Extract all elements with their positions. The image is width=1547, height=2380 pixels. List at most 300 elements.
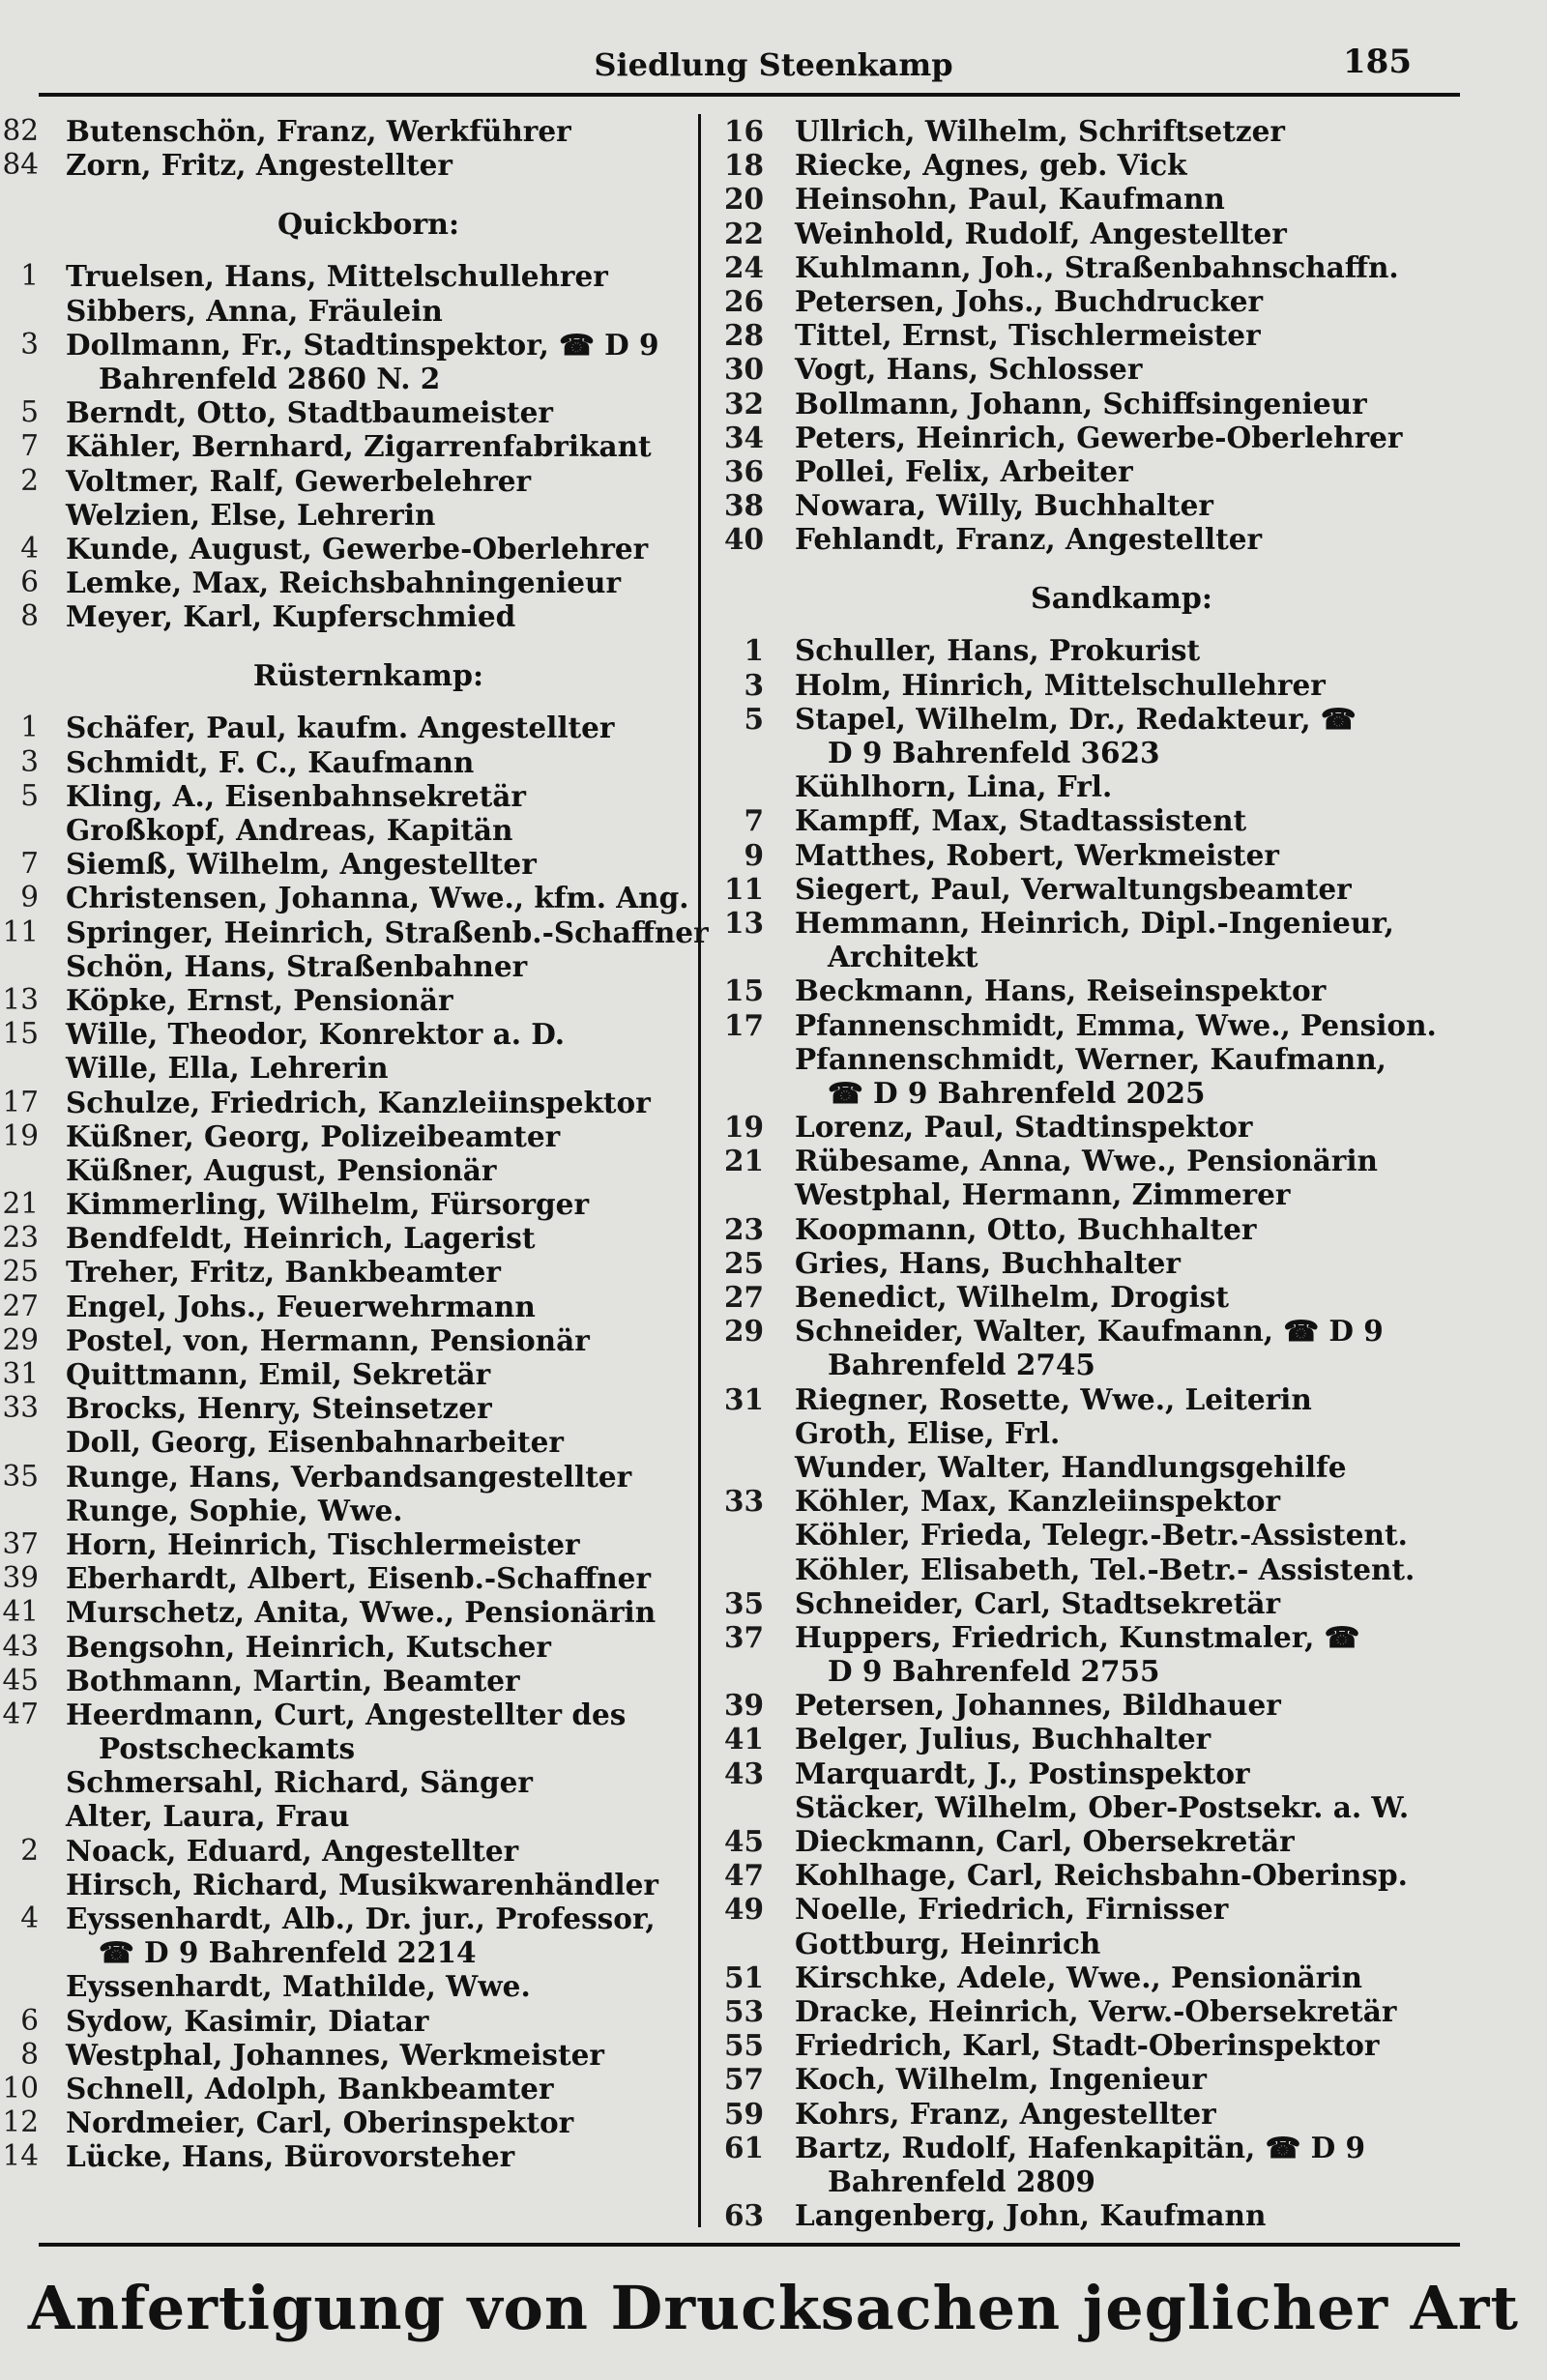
resident-text: ☎ D 9 Bahrenfeld 2025 — [828, 1075, 1206, 1110]
resident-text: Westphal, Hermann, Zimmerer — [795, 1177, 1291, 1212]
resident-text: Rübesame, Anna, Wwe., Pensionärin — [795, 1144, 1379, 1178]
page-number: 185 — [1343, 43, 1412, 81]
resident-entry — [715, 1586, 1489, 1620]
resident-text: D 9 Bahrenfeld 3623 — [828, 736, 1160, 769]
resident-entry — [715, 284, 1489, 318]
resident-entry — [715, 668, 1489, 702]
resident-text: Bothmann, Martin, Beamter — [66, 1663, 520, 1698]
resident-text: Koopmann, Otto, Buchhalter — [795, 1211, 1257, 1246]
resident-entry — [0, 1595, 698, 1629]
house-number: 11 — [2, 914, 39, 948]
resident-text: Schuller, Hans, Prokurist — [795, 633, 1201, 668]
resident-entry — [0, 1153, 698, 1187]
house-number: 23 — [723, 1211, 764, 1246]
resident-entry — [715, 1858, 1489, 1892]
resident-text: Belger, Julius, Buchhalter — [795, 1722, 1211, 1756]
resident-text: Schnell, Adolph, Bankbeamter — [66, 2071, 554, 2105]
house-number: 7 — [20, 847, 39, 881]
resident-text: Riegner, Rosette, Wwe., Leiterin — [795, 1381, 1312, 1416]
resident-entry — [715, 1824, 1489, 1858]
resident-text: Bahrenfeld 2809 — [828, 2163, 1095, 2198]
resident-text: Eberhardt, Albert, Eisenb.-Schaffner — [66, 1561, 651, 1596]
house-number: 9 — [20, 881, 39, 914]
house-number: 12 — [2, 2105, 39, 2139]
resident-entry — [0, 429, 698, 463]
resident-entry — [0, 745, 698, 779]
resident-text: Ullrich, Wilhelm, Schriftsetzer — [795, 114, 1285, 148]
house-number: 6 — [20, 566, 39, 599]
resident-entry — [715, 1892, 1489, 1926]
house-number: 29 — [723, 1314, 764, 1349]
house-number: 3 — [20, 744, 39, 778]
resident-text: Treher, Fritz, Bankbeamter — [66, 1255, 501, 1290]
resident-text: Kampff, Max, Stadtassistent — [795, 803, 1247, 838]
resident-entry — [715, 1756, 1489, 1790]
house-number: 19 — [723, 1110, 764, 1145]
house-number: 31 — [723, 1381, 764, 1416]
resident-text: Alter, Laura, Frau — [66, 1799, 350, 1834]
house-number: 47 — [723, 1858, 764, 1893]
column-divider — [698, 114, 701, 2227]
resident-text: Engel, Johs., Feuerwehrmann — [66, 1289, 536, 1323]
house-number: 61 — [723, 2130, 764, 2164]
resident-entry — [715, 1314, 1489, 1348]
resident-text: Gries, Hans, Buchhalter — [795, 1245, 1181, 1280]
resident-text: Bendfeldt, Heinrich, Lagerist — [66, 1221, 536, 1256]
resident-text: Stäcker, Wilhelm, Ober-Postsekr. a. W. — [795, 1789, 1410, 1824]
house-number: 21 — [723, 1144, 764, 1178]
resident-entry — [0, 1119, 698, 1153]
resident-entry — [715, 838, 1489, 872]
house-number: 22 — [723, 216, 764, 250]
resident-text: Noack, Eduard, Angestellter — [66, 1833, 519, 1868]
resident-text: Petersen, Johannes, Bildhauer — [795, 1688, 1281, 1723]
house-number: 6 — [20, 2003, 39, 2037]
street-heading: Quickborn: — [277, 208, 460, 243]
house-number: 57 — [723, 2062, 764, 2097]
resident-text: Springer, Heinrich, Straßenb.-Schaffner — [66, 914, 709, 949]
resident-entry — [0, 1357, 698, 1391]
resident-entry — [715, 1042, 1489, 1076]
resident-text: Sydow, Kasimir, Diatar — [66, 2003, 429, 2038]
house-number: 51 — [723, 1959, 764, 1994]
resident-entry — [715, 1450, 1489, 1484]
resident-text: Holm, Hinrich, Mittelschullehrer — [795, 667, 1326, 702]
resident-entry — [0, 114, 698, 148]
resident-text: Kirschke, Adele, Wwe., Pensionärin — [795, 1959, 1362, 1994]
resident-text: Schmidt, F. C., Kaufmann — [66, 744, 475, 779]
house-number: 3 — [20, 327, 39, 361]
resident-entry — [715, 1620, 1489, 1654]
street-heading: Rüsternkamp: — [252, 659, 484, 694]
resident-entry — [715, 1553, 1489, 1586]
resident-entry — [0, 599, 698, 633]
resident-text: Kähler, Bernhard, Zigarrenfabrikant — [66, 429, 652, 464]
resident-entry — [0, 1630, 698, 1664]
house-number: 29 — [2, 1322, 39, 1356]
house-number: 33 — [2, 1391, 39, 1425]
resident-text: Stapel, Wilhelm, Dr., Redakteur, ☎ — [795, 701, 1357, 736]
resident-entry — [0, 813, 698, 847]
resident-text: Welzien, Else, Lehrerin — [66, 497, 436, 532]
resident-text: Petersen, Johs., Buchdrucker — [795, 283, 1264, 318]
resident-text: Meyer, Karl, Kupferschmied — [66, 599, 516, 634]
house-number: 39 — [2, 1561, 39, 1595]
resident-entry — [715, 2131, 1489, 2164]
resident-entry — [0, 1765, 698, 1799]
house-number: 13 — [723, 905, 764, 940]
entry-continuation — [715, 2164, 1489, 2198]
house-number: 38 — [723, 488, 764, 523]
resident-entry — [0, 1868, 698, 1901]
resident-text: Koch, Wilhelm, Ingenieur — [795, 2062, 1207, 2097]
resident-entry — [715, 1927, 1489, 1960]
resident-text: Dollmann, Fr., Stadtinspektor, ☎ D 9 — [66, 327, 659, 362]
house-number: 15 — [723, 973, 764, 1008]
resident-text: Kohlhage, Carl, Reichsbahn-Oberinsp. — [795, 1858, 1408, 1893]
resident-entry — [715, 1212, 1489, 1246]
house-number: 1 — [744, 633, 764, 668]
resident-text: Küßner, August, Pensionär — [66, 1152, 497, 1187]
house-number: 47 — [2, 1697, 39, 1730]
house-number: 41 — [723, 1722, 764, 1756]
house-number: 36 — [723, 453, 764, 488]
house-number: 15 — [2, 1017, 39, 1051]
resident-text: Köpke, Ernst, Pensionär — [66, 982, 453, 1017]
house-number: 4 — [20, 1901, 39, 1934]
resident-entry — [0, 259, 698, 293]
resident-text: Küßner, Georg, Polizeibeamter — [66, 1118, 561, 1153]
entry-continuation — [715, 1654, 1489, 1688]
resident-text: Lücke, Hans, Bürovorsteher — [66, 2139, 515, 2174]
resident-text: Christensen, Johanna, Wwe., kfm. Ang. — [66, 881, 689, 915]
resident-text: Großkopf, Andreas, Kapitän — [66, 813, 513, 847]
entry-continuation — [715, 1076, 1489, 1110]
house-number: 5 — [20, 395, 39, 429]
house-number: 45 — [2, 1663, 39, 1697]
house-number: 43 — [723, 1756, 764, 1790]
resident-text: Quittmann, Emil, Sekretär — [66, 1357, 491, 1391]
resident-entry — [715, 633, 1489, 667]
house-number: 30 — [723, 352, 764, 387]
resident-text: Köhler, Max, Kanzleiinspektor — [795, 1484, 1281, 1519]
resident-entry — [0, 1561, 698, 1595]
house-number: 27 — [723, 1280, 764, 1314]
resident-entry — [715, 182, 1489, 216]
resident-entry — [715, 1790, 1489, 1824]
house-number: 25 — [2, 1255, 39, 1289]
page-header — [0, 39, 1547, 87]
resident-entry — [0, 847, 698, 881]
resident-entry — [715, 522, 1489, 556]
page-title: Siedlung Steenkamp — [594, 46, 953, 83]
resident-entry — [715, 2097, 1489, 2131]
resident-text: Schneider, Walter, Kaufmann, ☎ D 9 — [795, 1314, 1384, 1349]
resident-entry — [715, 1008, 1489, 1042]
resident-entry — [0, 1391, 698, 1425]
entry-continuation — [715, 1348, 1489, 1381]
house-number: 17 — [723, 1007, 764, 1042]
house-number: 37 — [723, 1619, 764, 1654]
resident-text: Murschetz, Anita, Wwe., Pensionärin — [66, 1595, 657, 1630]
house-number: 43 — [2, 1629, 39, 1663]
house-number: 9 — [744, 837, 764, 872]
resident-entry — [0, 1255, 698, 1289]
house-number: 32 — [723, 386, 764, 421]
house-number: 84 — [2, 148, 39, 182]
entry-continuation — [715, 736, 1489, 769]
resident-text: Westphal, Johannes, Werkmeister — [66, 2037, 604, 2072]
resident-entry — [715, 318, 1489, 352]
house-number: 3 — [744, 667, 764, 702]
resident-entry — [0, 2004, 698, 2038]
resident-text: Voltmer, Ralf, Gewerbelehrer — [66, 463, 532, 498]
resident-entry — [715, 973, 1489, 1007]
resident-text: Huppers, Friedrich, Kunstmaler, ☎ — [795, 1619, 1360, 1654]
house-number: 17 — [2, 1085, 39, 1118]
house-number: 26 — [723, 283, 764, 318]
header-rule — [39, 93, 1460, 97]
resident-text: Zorn, Fritz, Angestellter — [66, 148, 452, 183]
resident-entry — [0, 949, 698, 983]
resident-text: Architekt — [828, 940, 978, 974]
house-number: 24 — [723, 249, 764, 284]
resident-text: Noelle, Friedrich, Firnisser — [795, 1892, 1229, 1927]
resident-entry — [0, 2105, 698, 2139]
house-number: 53 — [723, 1993, 764, 2028]
resident-entry — [0, 1017, 698, 1051]
entry-continuation — [0, 1935, 698, 1969]
resident-text: Bollmann, Johann, Schiffsingenieur — [795, 386, 1367, 421]
resident-text: Brocks, Henry, Steinsetzer — [66, 1391, 492, 1426]
resident-text: Heinsohn, Paul, Kaufmann — [795, 182, 1225, 217]
resident-entry — [715, 1484, 1489, 1518]
entry-continuation — [0, 1731, 698, 1765]
resident-entry — [715, 1246, 1489, 1280]
resident-text: Pfannenschmidt, Emma, Wwe., Pension. — [795, 1007, 1437, 1042]
resident-entry — [715, 769, 1489, 803]
resident-entry — [0, 1527, 698, 1561]
house-number: 55 — [723, 2028, 764, 2063]
resident-entry — [0, 1323, 698, 1357]
resident-entry — [715, 352, 1489, 386]
resident-entry — [0, 294, 698, 328]
resident-entry — [715, 148, 1489, 182]
resident-entry — [0, 711, 698, 744]
resident-text: Kling, A., Eisenbahnsekretär — [66, 778, 526, 813]
house-number: 1 — [20, 711, 39, 744]
house-number: 18 — [723, 148, 764, 183]
house-number: 21 — [2, 1187, 39, 1221]
resident-text: Kohrs, Franz, Angestellter — [795, 2096, 1216, 2131]
resident-text: Pfannenschmidt, Werner, Kaufmann, — [795, 1041, 1386, 1076]
resident-text: Bahrenfeld 2745 — [828, 1348, 1095, 1382]
resident-text: Hirsch, Richard, Musikwarenhändler — [66, 1867, 658, 1901]
house-number: 19 — [2, 1118, 39, 1152]
resident-entry — [715, 2028, 1489, 2062]
resident-text: Nowara, Willy, Buchhalter — [795, 488, 1213, 523]
house-number: 20 — [723, 182, 764, 217]
resident-entry — [0, 1698, 698, 1731]
house-number: 49 — [723, 1892, 764, 1927]
resident-text: Schmersahl, Richard, Sänger — [66, 1765, 533, 1800]
resident-text: Eyssenhardt, Mathilde, Wwe. — [66, 1969, 531, 2004]
resident-entry — [0, 328, 698, 362]
resident-entry — [0, 779, 698, 813]
house-number: 7 — [20, 429, 39, 463]
house-number: 10 — [2, 2071, 39, 2104]
entry-continuation — [0, 362, 698, 395]
resident-text: Kühlhorn, Lina, Frl. — [795, 769, 1113, 804]
resident-text: Bartz, Rudolf, Hafenkapitän, ☎ D 9 — [795, 2130, 1365, 2164]
resident-entry — [0, 2139, 698, 2173]
left-column — [0, 114, 709, 2174]
resident-text: Postel, von, Hermann, Pensionär — [66, 1322, 590, 1357]
resident-entry — [715, 1382, 1489, 1416]
resident-entry — [715, 488, 1489, 522]
resident-entry — [0, 983, 698, 1017]
resident-entry — [715, 702, 1489, 736]
resident-text: Schulze, Friedrich, Kanzleiinspektor — [66, 1085, 651, 1119]
house-number: 11 — [723, 871, 764, 906]
resident-entry — [0, 914, 709, 949]
house-number: 7 — [744, 803, 764, 838]
resident-text: Heerdmann, Curt, Angestellter des — [66, 1697, 627, 1731]
house-number: 33 — [723, 1484, 764, 1519]
house-number: 14 — [2, 2139, 39, 2173]
resident-entry — [715, 1688, 1489, 1722]
resident-entry — [0, 464, 698, 498]
house-number: 59 — [723, 2096, 764, 2131]
resident-entry — [0, 2072, 698, 2105]
house-number: 16 — [723, 114, 764, 148]
resident-text: Tittel, Ernst, Tischlermeister — [795, 318, 1261, 353]
resident-text: Lorenz, Paul, Stadtinspektor — [795, 1110, 1253, 1145]
house-number: 2 — [20, 1833, 39, 1867]
resident-text: Truelsen, Hans, Mittelschullehrer — [66, 259, 608, 294]
resident-entry — [715, 1960, 1489, 1994]
resident-text: Postscheckamts — [99, 1731, 356, 1766]
resident-text: Dieckmann, Carl, Obersekretär — [795, 1824, 1295, 1858]
resident-entry — [0, 566, 698, 599]
resident-entry — [0, 1221, 698, 1255]
resident-entry — [0, 1051, 698, 1085]
resident-text: Marquardt, J., Postinspektor — [795, 1756, 1250, 1790]
resident-entry — [0, 1901, 698, 1935]
resident-text: Schneider, Carl, Stadtsekretär — [795, 1585, 1281, 1620]
resident-text: Siegert, Paul, Verwaltungsbeamter — [795, 871, 1352, 906]
resident-entry — [0, 1460, 698, 1494]
resident-text: Nordmeier, Carl, Oberinspektor — [66, 2105, 574, 2140]
resident-entry — [0, 1494, 698, 1527]
resident-entry — [715, 421, 1489, 454]
resident-text: Köhler, Frieda, Telegr.-Betr.-Assistent. — [795, 1518, 1408, 1553]
house-number: 1 — [20, 259, 39, 293]
resident-entry — [715, 1280, 1489, 1314]
resident-text: Sibbers, Anna, Fräulein — [66, 293, 443, 328]
house-number: 37 — [2, 1526, 39, 1560]
house-number: 63 — [723, 2198, 764, 2233]
resident-entry — [0, 1664, 698, 1698]
house-number: 23 — [2, 1221, 39, 1255]
resident-entry — [715, 1177, 1489, 1211]
resident-entry — [715, 387, 1489, 421]
resident-entry — [0, 498, 698, 532]
resident-text: Kunde, August, Gewerbe-Oberlehrer — [66, 531, 649, 566]
resident-text: Runge, Sophie, Wwe. — [66, 1493, 403, 1527]
house-number: 35 — [2, 1459, 39, 1493]
house-number: 40 — [723, 522, 764, 557]
resident-entry — [715, 2062, 1489, 2096]
house-number: 27 — [2, 1289, 39, 1322]
house-number: 45 — [723, 1824, 764, 1858]
resident-entry — [0, 395, 698, 429]
resident-text: Benedict, Wilhelm, Drogist — [795, 1280, 1229, 1314]
resident-text: Matthes, Robert, Werkmeister — [795, 837, 1279, 872]
house-number: 28 — [723, 318, 764, 353]
resident-text: Horn, Heinrich, Tischlermeister — [66, 1526, 580, 1561]
resident-text: Groth, Elise, Frl. — [795, 1415, 1061, 1450]
resident-text: Butenschön, Franz, Werkführer — [66, 114, 571, 148]
footer-rule — [39, 2243, 1460, 2247]
resident-text: Siemß, Wilhelm, Angestellter — [66, 847, 537, 882]
resident-entry — [715, 1518, 1489, 1552]
resident-text: Pollei, Felix, Arbeiter — [795, 453, 1133, 488]
footer-advertisement: Anfertigung von Drucksachen jeglicher Art — [27, 2273, 1520, 2343]
resident-text: Wunder, Walter, Handlungsgehilfe — [795, 1449, 1347, 1484]
house-number: 2 — [20, 463, 39, 497]
house-number: 13 — [2, 982, 39, 1016]
house-number: 5 — [744, 701, 764, 736]
resident-entry — [715, 2198, 1489, 2232]
resident-entry — [715, 1144, 1489, 1177]
resident-entry — [715, 250, 1489, 284]
resident-text: Lemke, Max, Reichsbahningenieur — [66, 566, 621, 600]
resident-text: ☎ D 9 Bahrenfeld 2214 — [99, 1935, 477, 1970]
house-number: 4 — [20, 531, 39, 565]
right-column — [715, 114, 1489, 2232]
resident-text: Runge, Hans, Verbandsangestellter — [66, 1459, 632, 1494]
street-heading: Sandkamp: — [1031, 582, 1212, 617]
resident-text: Wille, Ella, Lehrerin — [66, 1051, 389, 1086]
resident-text: Köhler, Elisabeth, Tel.-Betr.- Assistent. — [795, 1552, 1416, 1586]
resident-text: Kimmerling, Wilhelm, Fürsorger — [66, 1187, 589, 1222]
resident-text: Fehlandt, Franz, Angestellter — [795, 522, 1263, 557]
resident-text: Weinhold, Rudolf, Angestellter — [795, 216, 1287, 250]
house-number: 34 — [723, 420, 764, 454]
resident-entry — [0, 881, 698, 914]
resident-entry — [0, 148, 698, 182]
resident-text: Berndt, Otto, Stadtbaumeister — [66, 395, 553, 430]
resident-text: Eyssenhardt, Alb., Dr. jur., Professor, — [66, 1901, 656, 1935]
resident-entry — [0, 1425, 698, 1459]
resident-text: Vogt, Hans, Schlosser — [795, 352, 1143, 387]
resident-text: Doll, Georg, Eisenbahnarbeiter — [66, 1425, 564, 1460]
resident-text: Dracke, Heinrich, Verw.-Obersekretär — [795, 1993, 1397, 2028]
resident-entry — [715, 1722, 1489, 1756]
resident-entry — [0, 1187, 698, 1221]
resident-entry — [715, 872, 1489, 906]
resident-entry — [715, 217, 1489, 250]
resident-entry — [715, 1416, 1489, 1450]
resident-text: D 9 Bahrenfeld 2755 — [828, 1654, 1160, 1689]
resident-entry — [715, 1994, 1489, 2028]
resident-text: Wille, Theodor, Konrektor a. D. — [66, 1017, 566, 1052]
house-number: 41 — [2, 1595, 39, 1629]
resident-entry — [715, 114, 1489, 148]
resident-entry — [0, 1086, 698, 1119]
house-number: 8 — [20, 599, 39, 633]
